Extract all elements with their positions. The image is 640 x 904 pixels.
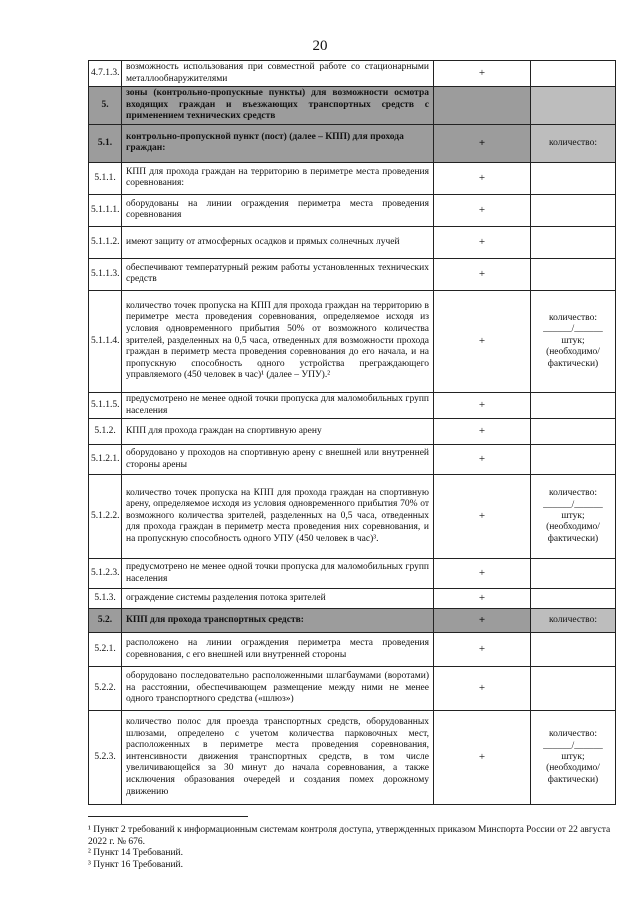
row-text: ограждение системы разделения потока зрителей: [122, 589, 434, 609]
table-row: [89, 61, 616, 87]
row-quantity: количество: ______/______ штук; (необходимо/ фактически): [531, 290, 616, 392]
row-mark: +: [434, 162, 531, 194]
footnote-divider: [88, 816, 248, 817]
row-number: 5.1.2.: [89, 419, 122, 445]
row-quantity: [531, 667, 616, 711]
row-number: 5.1.3.: [89, 589, 122, 609]
row-text: КПП для прохода транспортных средств:: [122, 609, 434, 633]
footnote-3: ³ Пункт 16 Требований.: [88, 859, 184, 870]
row-quantity: количество: ______/______ штук; (необходимо/ фактически): [531, 711, 616, 805]
row-mark: +: [434, 419, 531, 445]
row-mark: +: [434, 667, 531, 711]
row-mark: +: [434, 258, 531, 290]
row-mark: +: [434, 226, 531, 258]
row-mark: +: [434, 61, 531, 87]
table-row: [89, 419, 616, 445]
table-row: [89, 258, 616, 290]
table-row: [89, 633, 616, 667]
row-mark: +: [434, 559, 531, 589]
table-row: [89, 124, 616, 162]
row-quantity: [531, 226, 616, 258]
row-quantity: [531, 258, 616, 290]
row-quantity: [531, 162, 616, 194]
row-number: 5.2.1.: [89, 633, 122, 667]
row-mark: [434, 87, 531, 125]
row-number: 5.2.: [89, 609, 122, 633]
table-row: [89, 87, 616, 125]
footnote-2: ² Пункт 14 Требований.: [88, 848, 184, 859]
requirements-table: [88, 60, 616, 805]
row-mark: +: [434, 711, 531, 805]
table-row: [89, 667, 616, 711]
row-quantity: [531, 392, 616, 418]
row-number: 5.1.1.2.: [89, 226, 122, 258]
row-text: контрольно-пропускной пункт (пост) (далее – КПП) для прохода граждан:: [122, 124, 434, 162]
table-row: [89, 194, 616, 226]
row-number: 5.1.1.: [89, 162, 122, 194]
row-mark: +: [434, 392, 531, 418]
row-mark: +: [434, 290, 531, 392]
row-number: 5.1.1.1.: [89, 194, 122, 226]
row-quantity: [531, 633, 616, 667]
row-number: 5.2.2.: [89, 667, 122, 711]
row-quantity: [531, 559, 616, 589]
row-text: КПП для прохода граждан на спортивную арену: [122, 419, 434, 445]
footnote-1: ¹ Пункт 2 требований к информационным системам контроля доступа, утвержденных приказом Минспорта России от 22 августа 2022 г. № 676.: [88, 825, 611, 847]
row-quantity: [531, 61, 616, 87]
row-mark: +: [434, 475, 531, 559]
row-number: 5.1.1.3.: [89, 258, 122, 290]
row-text: количество полос для проезда транспортных средств, оборудованных шлюзами, определено с учетом количества парковочных мест, расположенных в периметре места проведения соревнования, интенсивности движения транспортных средств, в том числе увеличивающейся за 30 минут до начала соревнования, а также исключения образования очередей и создания помех дорожному движению: [122, 711, 434, 805]
table-row: [89, 559, 616, 589]
row-text: количество точек пропуска на КПП для прохода граждан на спортивную арену, определяемое исходя из условия одновременного прибытия 70% от возможного количества зрителей, разделенных на 0,5 часа, отведенных для прохода граждан в периметр места проведения них соревнования, и на пропускную способность одного УПУ (450 человек в час)³.: [122, 475, 434, 559]
table-row: [89, 711, 616, 805]
row-text: зоны (контрольно-пропускные пункты) для возможности осмотра входящих граждан и въезжающих транспортных средств с применением технических средств: [122, 87, 434, 125]
row-mark: +: [434, 124, 531, 162]
row-text: оборудовано последовательно расположенными шлагбаумами (воротами) на расстоянии, обеспечивающем размещение между ними не менее одного транспортного средства («шлюз»): [122, 667, 434, 711]
page-number: 20: [312, 38, 328, 54]
row-text: расположено на линии ограждения периметра места проведения соревнования, с его внешней или внутренней стороны: [122, 633, 434, 667]
row-text: оборудовано у проходов на спортивную арену с внешней или внутренней стороны арены: [122, 445, 434, 475]
row-text: имеют защиту от атмосферных осадков и прямых солнечных лучей: [122, 226, 434, 258]
footnotes: [88, 816, 615, 871]
row-number: 5.: [89, 87, 122, 125]
table-row: [89, 162, 616, 194]
row-text: предусмотрено не менее одной точки пропуска для маломобильных групп населения: [122, 392, 434, 418]
row-quantity: [531, 589, 616, 609]
row-quantity: [531, 445, 616, 475]
table-row: [89, 445, 616, 475]
row-mark: +: [434, 445, 531, 475]
row-quantity: количество: ______/______ штук; (необходимо/ фактически): [531, 475, 616, 559]
row-mark: +: [434, 609, 531, 633]
row-number: 5.1.2.2.: [89, 475, 122, 559]
row-number: 5.1.2.3.: [89, 559, 122, 589]
row-number: 5.1.: [89, 124, 122, 162]
row-text: предусмотрено не менее одной точки пропуска для маломобильных групп населения: [122, 559, 434, 589]
row-text: обеспечивают температурный режим работы установленных технических средств: [122, 258, 434, 290]
row-mark: +: [434, 589, 531, 609]
table-row: [89, 475, 616, 559]
row-text: количество точек пропуска на КПП для прохода граждан на территорию в периметре места проведения соревнования, определяемое исходя из условия одновременного прибытия 50% от возможного количества зрителей, разделенных на 0,5 часа, отведенных для возможности прохода граждан в периметр места проведения соревнования до его начала, и на пропускную способность одного устройства преграждающего управляемого (450 человек в час)¹ (далее – УПУ).²: [122, 290, 434, 392]
row-quantity: количество:: [531, 124, 616, 162]
table-row: [89, 609, 616, 633]
row-quantity: количество:: [531, 609, 616, 633]
table-row: [89, 392, 616, 418]
table-row: [89, 226, 616, 258]
row-text: оборудованы на линии ограждения периметра места проведения соревнования: [122, 194, 434, 226]
table-row: [89, 290, 616, 392]
row-text: КПП для прохода граждан на территорию в периметре места проведения соревнования:: [122, 162, 434, 194]
row-quantity: [531, 419, 616, 445]
row-mark: +: [434, 633, 531, 667]
row-number: 5.1.1.4.: [89, 290, 122, 392]
table-row: [89, 589, 616, 609]
row-number: 4.7.1.3.: [89, 61, 122, 87]
row-text: возможность использования при совместной работе со стационарными металлообнаружителями: [122, 61, 434, 87]
row-quantity: [531, 194, 616, 226]
row-number: 5.1.2.1.: [89, 445, 122, 475]
row-mark: +: [434, 194, 531, 226]
row-number: 5.2.3.: [89, 711, 122, 805]
row-quantity: [531, 87, 616, 125]
row-number: 5.1.1.5.: [89, 392, 122, 418]
